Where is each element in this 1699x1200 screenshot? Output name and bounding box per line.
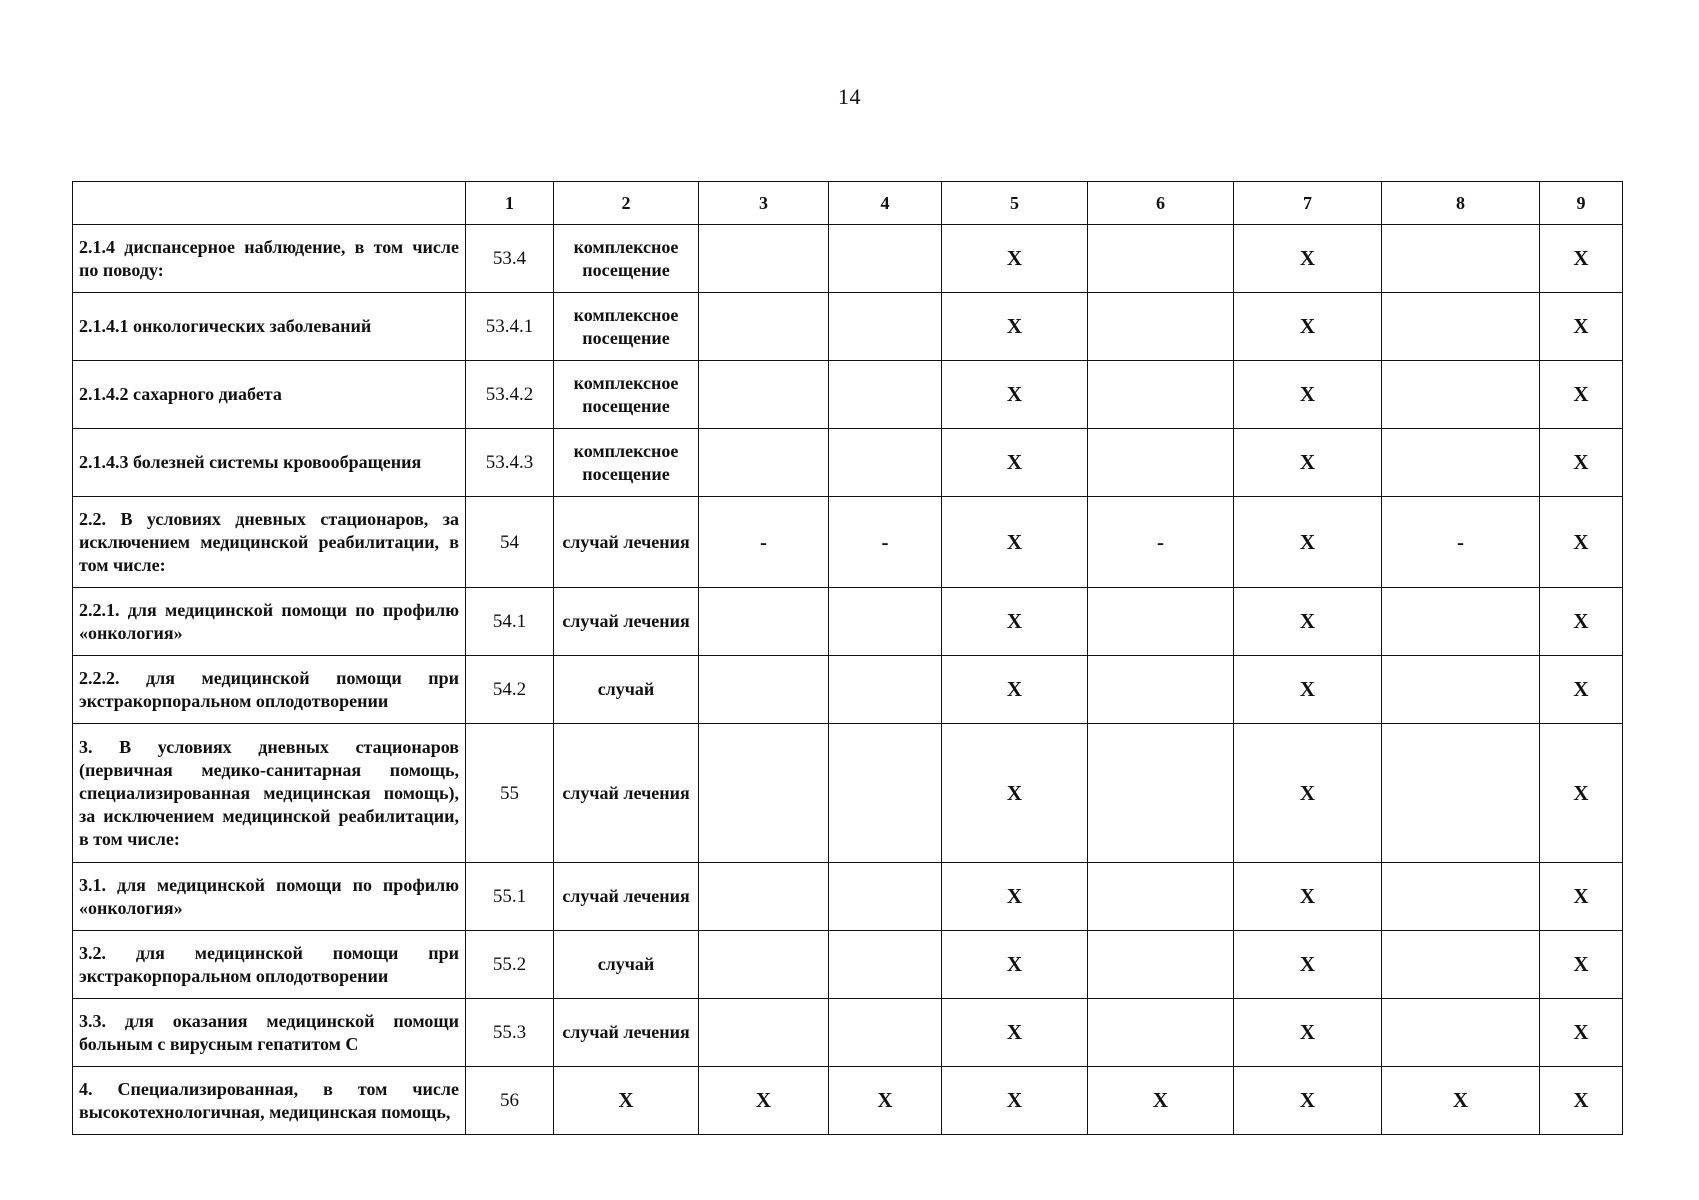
cell-col-7: X (1234, 497, 1382, 588)
row-unit: комплексное посещение (554, 293, 699, 361)
cell-col-7: X (1234, 724, 1382, 863)
row-code: 54.2 (466, 656, 554, 724)
cell-col-5: X (942, 588, 1088, 656)
row-code: 54 (466, 497, 554, 588)
cell-col-6: X (1088, 1067, 1234, 1135)
cell-col-4 (829, 429, 942, 497)
row-description: 2.2. В условиях дневных стационаров, за исключением медицинской реабилитации, в том числе: (73, 497, 466, 588)
cell-col-4 (829, 999, 942, 1067)
cell-col-8 (1382, 931, 1540, 999)
cell-col-9: X (1540, 429, 1623, 497)
cell-col-7: X (1234, 293, 1382, 361)
row-code: 55.3 (466, 999, 554, 1067)
cell-col-9: X (1540, 497, 1623, 588)
header-cell-4: 4 (829, 182, 942, 225)
cell-col-6 (1088, 293, 1234, 361)
cell-col-4 (829, 225, 942, 293)
row-unit: комплексное посещение (554, 361, 699, 429)
header-cell-6: 6 (1088, 182, 1234, 225)
row-unit: случай (554, 656, 699, 724)
cell-col-4: - (829, 497, 942, 588)
header-cell-2: 2 (554, 182, 699, 225)
cell-col-7: X (1234, 999, 1382, 1067)
table-row (73, 293, 1623, 361)
row-unit: случай лечения (554, 999, 699, 1067)
cell-col-4 (829, 863, 942, 931)
row-code: 55.1 (466, 863, 554, 931)
cell-col-8 (1382, 361, 1540, 429)
table-row (73, 497, 1623, 588)
row-description: 2.2.1. для медицинской помощи по профилю «онкология» (73, 588, 466, 656)
table-row (73, 361, 1623, 429)
row-code: 53.4.2 (466, 361, 554, 429)
cell-col-3 (699, 863, 829, 931)
row-unit: X (554, 1067, 699, 1135)
row-code: 55 (466, 724, 554, 863)
header-cell-9: 9 (1540, 182, 1623, 225)
row-description: 3.2. для медицинской помощи при экстракорпоральном оплодотворении (73, 931, 466, 999)
row-code: 53.4.3 (466, 429, 554, 497)
cell-col-9: X (1540, 724, 1623, 863)
cell-col-4 (829, 361, 942, 429)
table-row (73, 724, 1623, 863)
cell-col-9: X (1540, 1067, 1623, 1135)
table-row (73, 225, 1623, 293)
cell-col-8 (1382, 588, 1540, 656)
row-description: 3.1. для медицинской помощи по профилю «онкология» (73, 863, 466, 931)
cell-col-8 (1382, 429, 1540, 497)
cell-col-3 (699, 225, 829, 293)
cell-col-3: X (699, 1067, 829, 1135)
row-unit: случай лечения (554, 497, 699, 588)
cell-col-8 (1382, 724, 1540, 863)
cell-col-9: X (1540, 225, 1623, 293)
row-description: 2.2.2. для медицинской помощи при экстракорпоральном оплодотворении (73, 656, 466, 724)
row-code: 53.4 (466, 225, 554, 293)
row-code: 54.1 (466, 588, 554, 656)
cell-col-7: X (1234, 863, 1382, 931)
table-row (73, 863, 1623, 931)
row-unit: случай лечения (554, 724, 699, 863)
table-row (73, 999, 1623, 1067)
cell-col-3 (699, 361, 829, 429)
cell-col-6 (1088, 588, 1234, 656)
cell-col-5: X (942, 931, 1088, 999)
cell-col-8 (1382, 863, 1540, 931)
cell-col-3 (699, 656, 829, 724)
cell-col-5: X (942, 863, 1088, 931)
row-description: 2.1.4.2 сахарного диабета (73, 361, 466, 429)
cell-col-4 (829, 588, 942, 656)
table-row (73, 588, 1623, 656)
cell-col-3 (699, 931, 829, 999)
row-unit: случай лечения (554, 588, 699, 656)
row-unit: случай (554, 931, 699, 999)
cell-col-5: X (942, 225, 1088, 293)
header-cell-3: 3 (699, 182, 829, 225)
row-description: 2.1.4 диспансерное наблюдение, в том числе по поводу: (73, 225, 466, 293)
cell-col-5: X (942, 293, 1088, 361)
cell-col-3 (699, 999, 829, 1067)
cell-col-6 (1088, 361, 1234, 429)
table-row (73, 429, 1623, 497)
cell-col-5: X (942, 656, 1088, 724)
cell-col-9: X (1540, 931, 1623, 999)
header-cell-8: 8 (1382, 182, 1540, 225)
cell-col-4: X (829, 1067, 942, 1135)
cell-col-6 (1088, 931, 1234, 999)
cell-col-8 (1382, 999, 1540, 1067)
header-cell-blank (73, 182, 466, 225)
cell-col-6 (1088, 429, 1234, 497)
cell-col-7: X (1234, 931, 1382, 999)
cell-col-7: X (1234, 588, 1382, 656)
cell-col-3 (699, 588, 829, 656)
row-code: 53.4.1 (466, 293, 554, 361)
row-unit: случай лечения (554, 863, 699, 931)
header-cell-1: 1 (466, 182, 554, 225)
cell-col-5: X (942, 724, 1088, 863)
cell-col-9: X (1540, 293, 1623, 361)
row-code: 56 (466, 1067, 554, 1135)
cell-col-3 (699, 429, 829, 497)
cell-col-8 (1382, 293, 1540, 361)
cell-col-6 (1088, 656, 1234, 724)
row-description: 2.1.4.1 онкологических заболеваний (73, 293, 466, 361)
cell-col-6 (1088, 724, 1234, 863)
cell-col-4 (829, 931, 942, 999)
table-row (73, 1067, 1623, 1135)
cell-col-4 (829, 724, 942, 863)
cell-col-3 (699, 293, 829, 361)
row-unit: комплексное посещение (554, 225, 699, 293)
cell-col-4 (829, 656, 942, 724)
page-number: 14 (838, 84, 861, 109)
cell-col-7: X (1234, 656, 1382, 724)
table-row (73, 931, 1623, 999)
cell-col-9: X (1540, 656, 1623, 724)
header-cell-5: 5 (942, 182, 1088, 225)
row-description: 3.3. для оказания медицинской помощи больным с вирусным гепатитом С (73, 999, 466, 1067)
cell-col-9: X (1540, 863, 1623, 931)
cell-col-9: X (1540, 588, 1623, 656)
cell-col-6 (1088, 863, 1234, 931)
row-code: 55.2 (466, 931, 554, 999)
row-unit: комплексное посещение (554, 429, 699, 497)
cell-col-7: X (1234, 429, 1382, 497)
cell-col-3: - (699, 497, 829, 588)
cell-col-7: X (1234, 361, 1382, 429)
cell-col-5: X (942, 497, 1088, 588)
cell-col-9: X (1540, 999, 1623, 1067)
row-description: 3. В условиях дневных стационаров (первичная медико-санитарная помощь, специализированная медицинская помощь), за исключением медицинской реабилитации, в том числе: (73, 724, 466, 863)
cell-col-3 (699, 724, 829, 863)
header-cell-7: 7 (1234, 182, 1382, 225)
cell-col-8 (1382, 656, 1540, 724)
row-description: 2.1.4.3 болезней системы кровообращения (73, 429, 466, 497)
cell-col-9: X (1540, 361, 1623, 429)
cell-col-8 (1382, 225, 1540, 293)
cell-col-7: X (1234, 225, 1382, 293)
cell-col-6 (1088, 225, 1234, 293)
cell-col-7: X (1234, 1067, 1382, 1135)
cell-col-8: - (1382, 497, 1540, 588)
cell-col-5: X (942, 429, 1088, 497)
table-row (73, 656, 1623, 724)
cell-col-4 (829, 293, 942, 361)
header-row (73, 182, 1623, 225)
cell-col-8: X (1382, 1067, 1540, 1135)
cell-col-5: X (942, 999, 1088, 1067)
data-table (72, 181, 1623, 1135)
cell-col-6: - (1088, 497, 1234, 588)
cell-col-5: X (942, 361, 1088, 429)
row-description: 4. Специализированная, в том числе высокотехнологичная, медицинская помощь, (73, 1067, 466, 1135)
cell-col-5: X (942, 1067, 1088, 1135)
cell-col-6 (1088, 999, 1234, 1067)
